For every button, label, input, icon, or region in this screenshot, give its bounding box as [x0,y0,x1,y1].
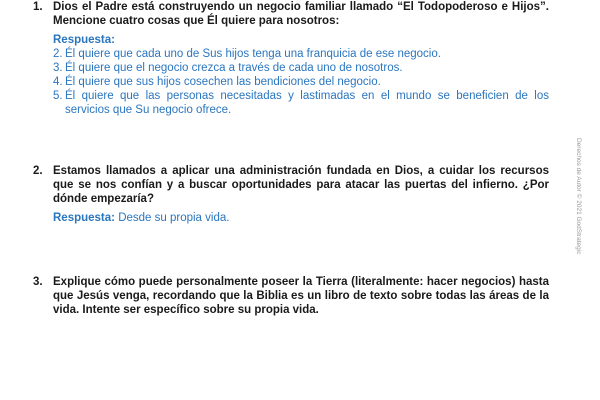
answer-number: 3. [53,62,63,74]
answer-item [53,89,549,117]
answer-list [53,47,549,117]
answer-item [53,75,549,89]
question-text: Estamos llamados a aplicar una administración fundada en Dios, a cuidar los recursos que se nos confían y a buscar oportunidades para atacar las puertas del infierno. ¿Por dónde empezaría? [53,165,549,205]
answer-item-text: Él quiere que las personas necesitadas y lastimadas en el mundo se beneficien de los servicios que Su negocio ofrece. [65,90,549,116]
answer-item [53,47,549,61]
question-text: Explique cómo puede personalmente poseer la Tierra (literalmente: hacer negocios) hasta que Jesús venga, recordando que la Biblia es un libro de texto sobre todas las áreas de la vida. Intente ser específico sobre su propia vida. [53,276,549,316]
question-number: 2. [33,165,43,177]
answer-label: Respuesta: [53,34,115,46]
answer-number: 2. [53,48,63,60]
answer-item-text: Él quiere que sus hijos cosechen las bendiciones del negocio. [65,76,381,88]
question-1 [33,0,549,117]
answer-label: Respuesta: [53,212,115,224]
answer-block [53,211,549,225]
question-number: 3. [33,276,43,288]
question-text: Dios el Padre está construyendo un negocio familiar llamado “El Todopoderoso e Hijos”. Mencione cuatro cosas que Él quiere para nosotros: [53,1,549,27]
answer-text: Desde su propia vida. [118,212,230,224]
answer-number: 5. [53,90,63,102]
answer-item-text: Él quiere que cada uno de Sus hijos tenga una franquicia de ese negocio. [65,48,441,60]
copyright-text: Derechos de Autor © 2021 GodStrategic [575,138,582,255]
answer-number: 4. [53,76,63,88]
answer-item-text: Él quiere que el negocio crezca a través de cada uno de nosotros. [65,62,403,74]
copyright-notice [573,138,583,298]
question-3 [33,275,549,317]
question-number: 1. [33,1,43,13]
answer-item [53,61,549,75]
question-2 [33,164,549,225]
answer-block [53,33,549,117]
